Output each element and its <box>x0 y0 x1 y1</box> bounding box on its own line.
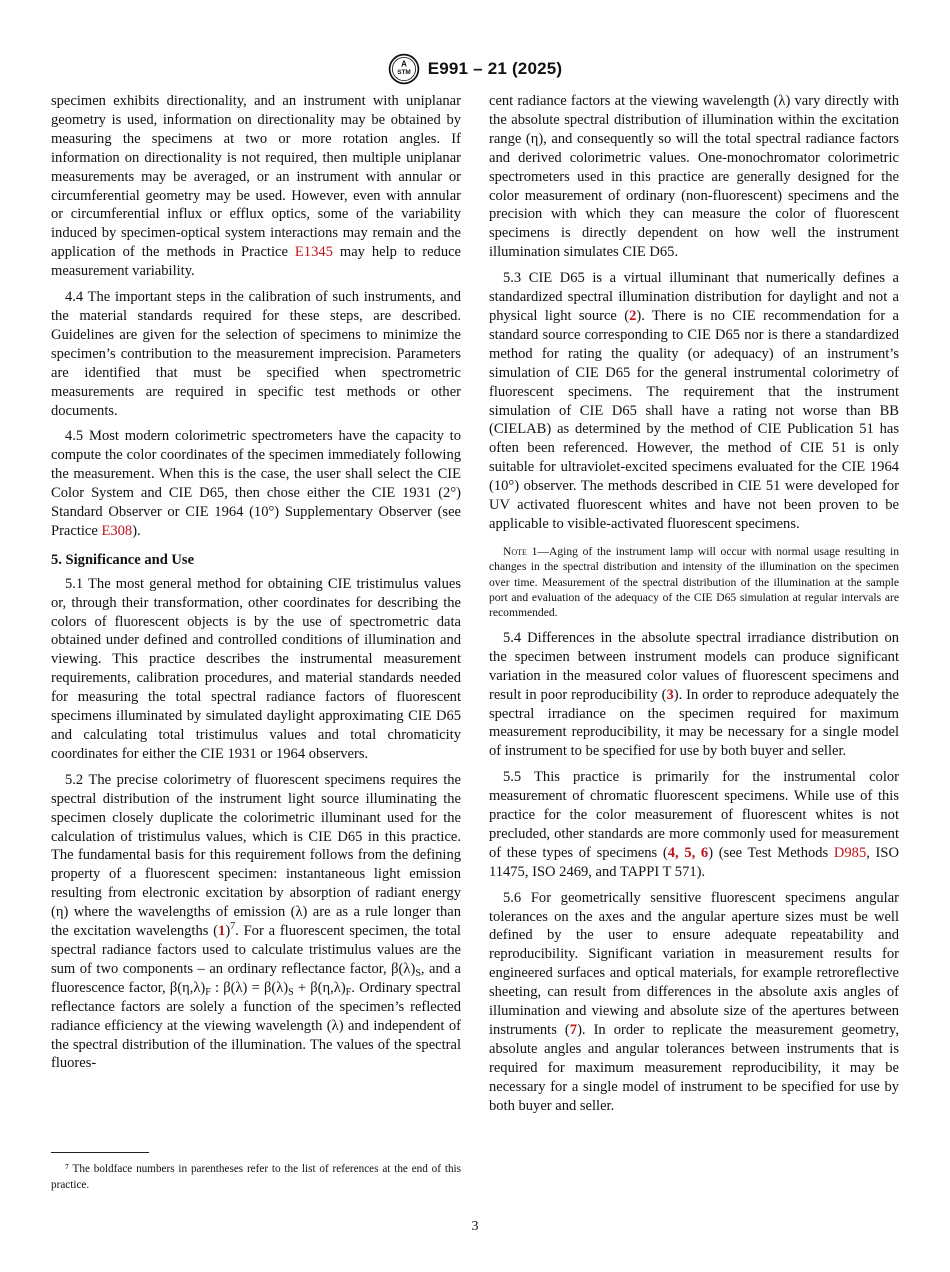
paragraph-5-4: 5.4 Differences in the absolute spectral irradiance distribution on the specimen between instrument models can produce significant variation in the measured color values of fluorescent specimens and result in poor reproducibility (3). In order to reproduce adequately the spectral irradiance on the specimen required for maximum measurement reproducibility, it may be necessary for a single model of instrument to be specified for use by both buyer and seller. <box>489 629 900 760</box>
paragraph-4-3-continued: specimen exhibits directionality, and an instrument with uniplanar geometry is used, information on directionality may be obtained by measuring the specimens at two or more rotation angles. If information on directionality is not required, then multiple uniplanar measurements may be averaged, or an instrument with annular or circumferential geometry may be used. However, even with annular or circumferential influx or efflux optics, some of the variability induced by specimen-optical system interactions may remain and the application of the methods in Practice E1345 may help to reduce measurement variability. <box>51 93 462 280</box>
page-number: 3 <box>471 1219 479 1234</box>
reference-2-link[interactable]: 2 <box>629 307 637 324</box>
left-column <box>51 92 461 1080</box>
paragraph-5-1: 5.1 The most general method for obtaining CIE tristimulus values or, through their transformation, other coordinates for describing the colors of fluorescent objects is by the use of spectrometric data obtained under defined and controlled conditions of illumination and viewing. This practice describes the instrumental measurement requirements, calibration procedures, and material standards needed for measuring the total spectral radiance factors of fluorescent specimens illuminated by simulated daylight approximating CIE D65 and calculating total tristimulus values and total chromaticity coordinates for either the CIE 1931 or 1964 observers. <box>51 575 461 762</box>
svg-text:STM: STM <box>396 68 411 76</box>
reference-3-link[interactable]: 3 <box>666 686 674 703</box>
document-designation: E991 – 21 (2025) <box>427 59 563 78</box>
reference-7-link[interactable]: 7 <box>569 1022 578 1038</box>
link-e308[interactable]: E308 <box>101 522 133 539</box>
note-1: Note 1—Aging of the instrument lamp will occur with normal usage resulting in changes in the spectral distribution and intensity of the illumination on the specimen over time. Measurement of the spectral distribution of the illumination at the sample port and evaluation of the adequacy of the CIE D65 simulation at regular intervals are recommended. <box>489 544 900 620</box>
paragraph-5-6: 5.6 For geometrically sensitive fluorescent specimens angular tolerances on the axes and the angular aperture sizes must be well defined by the user to ensure adequate repeatability and reproducibility. Significant variation in measurement results for engineered surfaces and optical materials, for example retroreflective sheeting, can result from differences in the absolute axis angles of illumination and viewing and absolute size of the apertures between instruments (7). In order to replicate the measurement geometry, absolute angles and angular tolerances between instruments that is required for maximum measurement reproducibility, it may be necessary for a single model of instrument to be specified for use by both buyer and seller. <box>489 889 899 1114</box>
footnote-divider <box>51 1152 149 1153</box>
svg-text:A: A <box>400 59 407 69</box>
paragraph-4-5: 4.5 Most modern colorimetric spectrometers have the capacity to compute the color coordinates of the specimen immediately following the measurement. When this is the case, the user shall select the CIE Color System and CIE D65, then chose either the CIE 1931 (2°) Standard Observer or CIE 1964 (10°) Supplementary Observer (see Practice E308). <box>51 428 461 539</box>
footnote-7-marker: 7 <box>230 921 236 933</box>
astm-logo-icon <box>388 53 420 85</box>
page-header <box>0 52 950 86</box>
paragraph-5-2-continued: cent radiance factors at the viewing wavelength (λ) vary directly with the absolute spectral distribution of illumination within the excitation range (η), and consequently so will the total spectral radiance factors and derived colorimetric values. One-monochromator colorimetric spectrometers used in this practice are generally designed for the color measurement of ordinary (non-fluorescent) specimens and the precision with which they can measure the color of fluorescent specimens is directly dependent on how well the instrument illumination simulates CIE D65. <box>489 93 899 261</box>
right-column <box>489 92 899 1123</box>
section-5-heading: 5. Significance and Use <box>51 551 195 568</box>
note-label: Note 1 <box>503 544 538 558</box>
paragraph-5-5: 5.5 This practice is primarily for the instrumental color measurement of chromatic fluorescent specimens. While use of this practice for the color measurement of fluorescent whites is not precluded, other standards are more commonly used for measurement of these types of specimens (4, 5, 6) (see Test Methods D985, ISO 11475, ISO 2469, and TAPPI T 571). <box>489 769 899 880</box>
paragraph-4-4: 4.4 The important steps in the calibration of such instruments, and the material standards required for these steps, are described. Guidelines are given for the selection of specimens to minimize the specimen’s contribution to the measurement imprecision. Parameters are identified that must be specified when spectrometric measurements are required in specific test methods or other documents. <box>51 289 461 419</box>
paragraph-5-2: 5.2 The precise colorimetry of fluorescent specimens requires the spectral distribution of the instrument light source illuminating the specimen closely duplicate the colorimetric illuminant used for the calculation of tristimulus values, which is CIE D65 in this practice. The fundamental basis for this requirement follows from the defining property of a fluorescent specimen: instantaneous light emission resulting from electronic excitation by absorption of radiant energy (η) where the wavelengths of emission (λ) are as a rule longer than the excitation wavelengths $(1)^7$. For a fluorescent specimen, the total spectral radiance factors used to calculate tristimulus values are the sum of two components – an ordinary reflectance factor, $\beta(\lambda)_S$, and a fluorescence factor, $\beta(\eta,\lambda)_F$ : $\beta(\lambda) = \beta(\lambda)_S + \beta(\eta,\lambda)_F$. Ordinary spectral reflectance factors are solely a function of the specimen’s reflected radiance efficiency at the viewing wavelength (λ) and independent of the spectral distribution of the illumination. The values of the spectral fluores- <box>51 771 462 1072</box>
reference-4-5-6-link[interactable]: 4, 5, 6 <box>667 844 709 861</box>
link-e1345[interactable]: E1345 <box>294 244 333 261</box>
paragraph-5-3: 5.3 CIE D65 is a virtual illuminant that numerically defines a standardized spectral illumination distribution for daylight and not a physical light source (2). There is no CIE recommendation for a standard source corresponding to CIE D65 nor is there a standardized method for rating the quality (or adequacy) of an instrument’s simulation of CIE D65 for the general instrumental colorimetry of fluorescent specimens. The requirement that the instrument simulation of CIE D65 shall have a rating not worse than BB (CIELAB) as determined by the method of CIE Publication 51 has often been referenced. However, the method of CIE 51 is only suitable for ultraviolet-excited specimens evaluated for the CIE 1964 (10°) observer. The methods described in CIE 51 were developed for UV activated fluorescent whites and have not been proven to be applicable to visible-activated fluorescent specimens. <box>489 270 899 532</box>
footnote-7: ⁷ The boldface numbers in parentheses refer to the list of references at the end of this practice. <box>51 1163 461 1191</box>
link-d985[interactable]: D985 <box>833 844 867 861</box>
reference-1-link[interactable]: 1 <box>218 923 226 940</box>
